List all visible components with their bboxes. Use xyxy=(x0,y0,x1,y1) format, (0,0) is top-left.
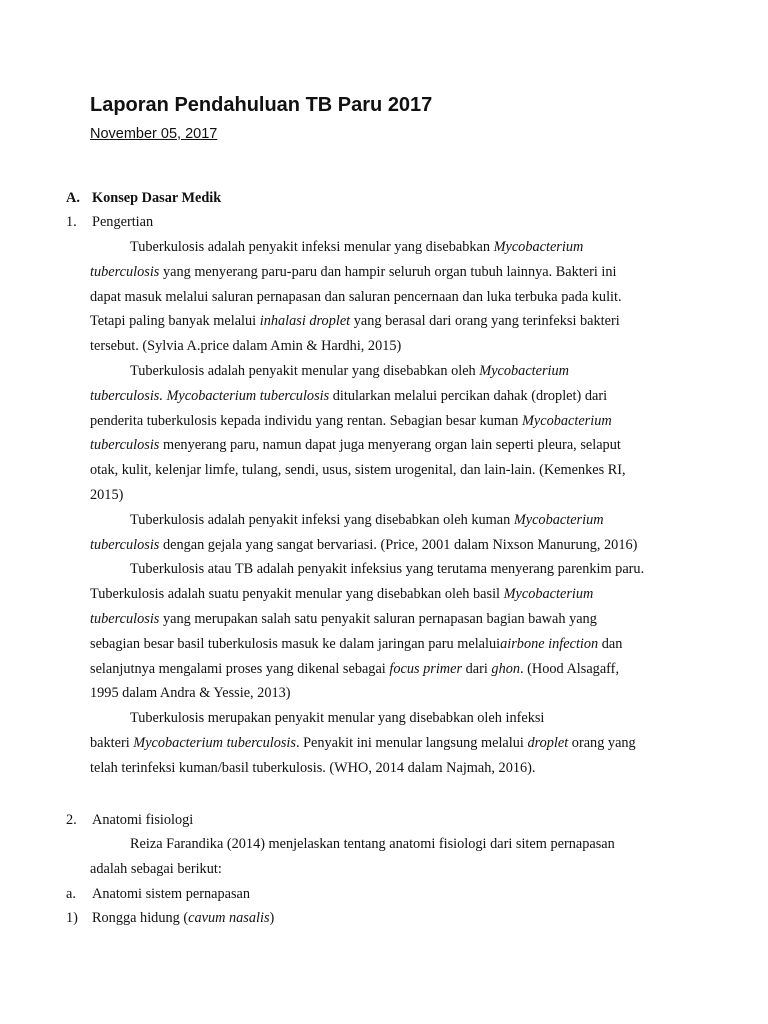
section-a-title: Konsep Dasar Medik xyxy=(92,190,222,206)
item-1-heading xyxy=(66,212,266,232)
text-run: Reiza Farandika (2014) menjelaskan tentang anatomi fisiologi dari sitem pernapasan xyxy=(130,836,615,852)
text-run: yang berasal dari orang yang terinfeksi bakteri xyxy=(350,313,620,330)
text-line xyxy=(90,287,622,307)
text-line xyxy=(130,834,615,854)
text-run: Tuberkulosis adalah penyakit menular yang disebabkan oleh xyxy=(130,363,480,379)
text-line xyxy=(90,535,637,555)
text-run: selanjutnya mengalami proses yang dikenal sebagai xyxy=(90,660,390,677)
italic-term: inhalasi droplet xyxy=(259,313,351,330)
text-run: Tuberkulosis adalah penyakit infeksi menular yang disebabkan xyxy=(130,239,494,255)
text-run: Tetapi paling banyak melalui xyxy=(90,313,260,330)
text-line xyxy=(130,361,569,381)
text-line xyxy=(130,237,583,257)
text-run: otak, kulit, kelenjar limfe, tulang, sendi, usus, sistem urogenital, dan lain-lain. (Kemenkes RI, xyxy=(90,462,626,479)
text-run: adalah sebagai berikut: xyxy=(90,861,222,877)
text-line xyxy=(90,460,626,480)
italic-term: Mycobacterium xyxy=(479,363,569,379)
text-run: Rongga hidung ( xyxy=(92,910,189,926)
text-run: Tuberkulosis adalah penyakit infeksi yang disebabkan oleh kuman xyxy=(130,511,514,528)
text-run: 2015) xyxy=(90,487,124,503)
text-line xyxy=(90,758,536,778)
text-line xyxy=(90,584,593,604)
italic-term: droplet xyxy=(527,735,569,751)
italic-term: cavum nasalis xyxy=(188,910,270,926)
text-run: yang menyerang paru-paru dan hampir seluruh organ tubuh lainnya. Bakteri ini xyxy=(159,263,617,280)
text-line xyxy=(90,859,222,879)
text-run: ) xyxy=(269,910,275,926)
text-line xyxy=(90,659,619,679)
section-a-marker: A. xyxy=(66,190,80,206)
text-line xyxy=(130,559,644,579)
italic-term: tuberculosis xyxy=(90,437,160,454)
item-1-marker: 1. xyxy=(66,214,77,230)
text-run: dari xyxy=(462,660,492,677)
text-run: yang merupakan salah satu penyakit saluran pernapasan bagian bawah yang xyxy=(159,611,597,627)
text-line xyxy=(90,733,636,753)
document-date: November 05, 2017 xyxy=(90,126,218,142)
italic-term: focus primer xyxy=(389,660,463,677)
item-2-marker: 2. xyxy=(66,812,77,828)
text-run: bakteri xyxy=(90,735,134,751)
text-run: 1995 dalam Andra & Yessie, 2013) xyxy=(90,685,291,702)
italic-term: Mycobacterium xyxy=(493,239,584,255)
sub-a-title: Anatomi sistem pernapasan xyxy=(92,886,251,902)
text-run: dan xyxy=(598,635,623,652)
italic-term: tuberculosis xyxy=(90,536,160,553)
sub-1-title xyxy=(92,908,274,928)
text-line xyxy=(90,311,620,331)
italic-term: tuberculosis. Mycobacterium tuberculosis xyxy=(90,387,330,404)
text-line xyxy=(130,708,544,728)
text-line xyxy=(90,683,291,703)
sub-a-marker: a. xyxy=(66,886,76,902)
text-run: tersebut. (Sylvia A.price dalam Amin & Hardhi, 2015) xyxy=(90,338,402,355)
text-line xyxy=(90,262,616,282)
text-line xyxy=(90,336,401,356)
item-1-title: Pengertian xyxy=(92,214,154,230)
text-line xyxy=(90,609,597,629)
text-run: Tuberkulosis adalah suatu penyakit menular yang disebabkan oleh basil xyxy=(90,586,504,603)
text-run: orang yang xyxy=(568,735,636,751)
sub-a-heading xyxy=(66,884,326,904)
text-line xyxy=(90,386,607,406)
text-run: menyerang paru, namun dapat juga menyerang organ lain seperti pleura, selaput xyxy=(159,437,621,454)
italic-term: airbone infection xyxy=(500,635,599,652)
text-line xyxy=(90,435,621,455)
text-line xyxy=(90,634,622,654)
text-run: ditularkan melalui percikan dahak (droplet) dari xyxy=(329,387,608,404)
text-run: telah terinfeksi kuman/basil tuberkulosis. (WHO, 2014 dalam Najmah, 2016). xyxy=(90,759,536,776)
text-run: Tuberkulosis atau TB adalah penyakit infeksius yang terutama menyerang parenkim paru. xyxy=(130,561,645,578)
text-run: Tuberkulosis merupakan penyakit menular yang disebabkan oleh infeksi xyxy=(130,710,545,727)
sub-1-marker: 1) xyxy=(66,910,78,926)
text-run: . Penyakit ini menular langsung melalui xyxy=(295,735,528,751)
italic-term: Mycobacterium xyxy=(503,586,594,603)
text-run: sebagian besar basil tuberkulosis masuk ke dalam jaringan paru melalui xyxy=(90,635,501,652)
text-line xyxy=(90,485,123,505)
italic-term: ghon xyxy=(491,660,521,677)
text-run: dengan gejala yang sangat bervariasi. (Price, 2001 dalam Nixson Manurung, 2016) xyxy=(159,536,638,553)
document-title: Laporan Pendahuluan TB Paru 2017 xyxy=(90,94,433,116)
italic-term: Mycobacterium xyxy=(521,412,612,429)
item-2-title: Anatomi fisiologi xyxy=(92,812,194,828)
italic-term: tuberculosis xyxy=(90,263,160,280)
text-line xyxy=(90,411,612,431)
section-a-heading xyxy=(66,188,266,208)
text-line xyxy=(130,510,604,530)
text-run: penderita tuberkulosis kepada individu yang rentan. Sebagian besar kuman xyxy=(90,412,522,429)
italic-term: tuberculosis xyxy=(90,611,160,627)
text-run: dapat masuk melalui saluran pernapasan dan saluran pencernaan dan luka terbuka pada kulit. xyxy=(90,288,622,305)
italic-term: Mycobacterium tuberculosis xyxy=(133,735,296,751)
italic-term: Mycobacterium xyxy=(513,511,604,528)
text-run: . (Hood Alsagaff, xyxy=(520,660,620,677)
item-2-heading xyxy=(66,810,266,830)
